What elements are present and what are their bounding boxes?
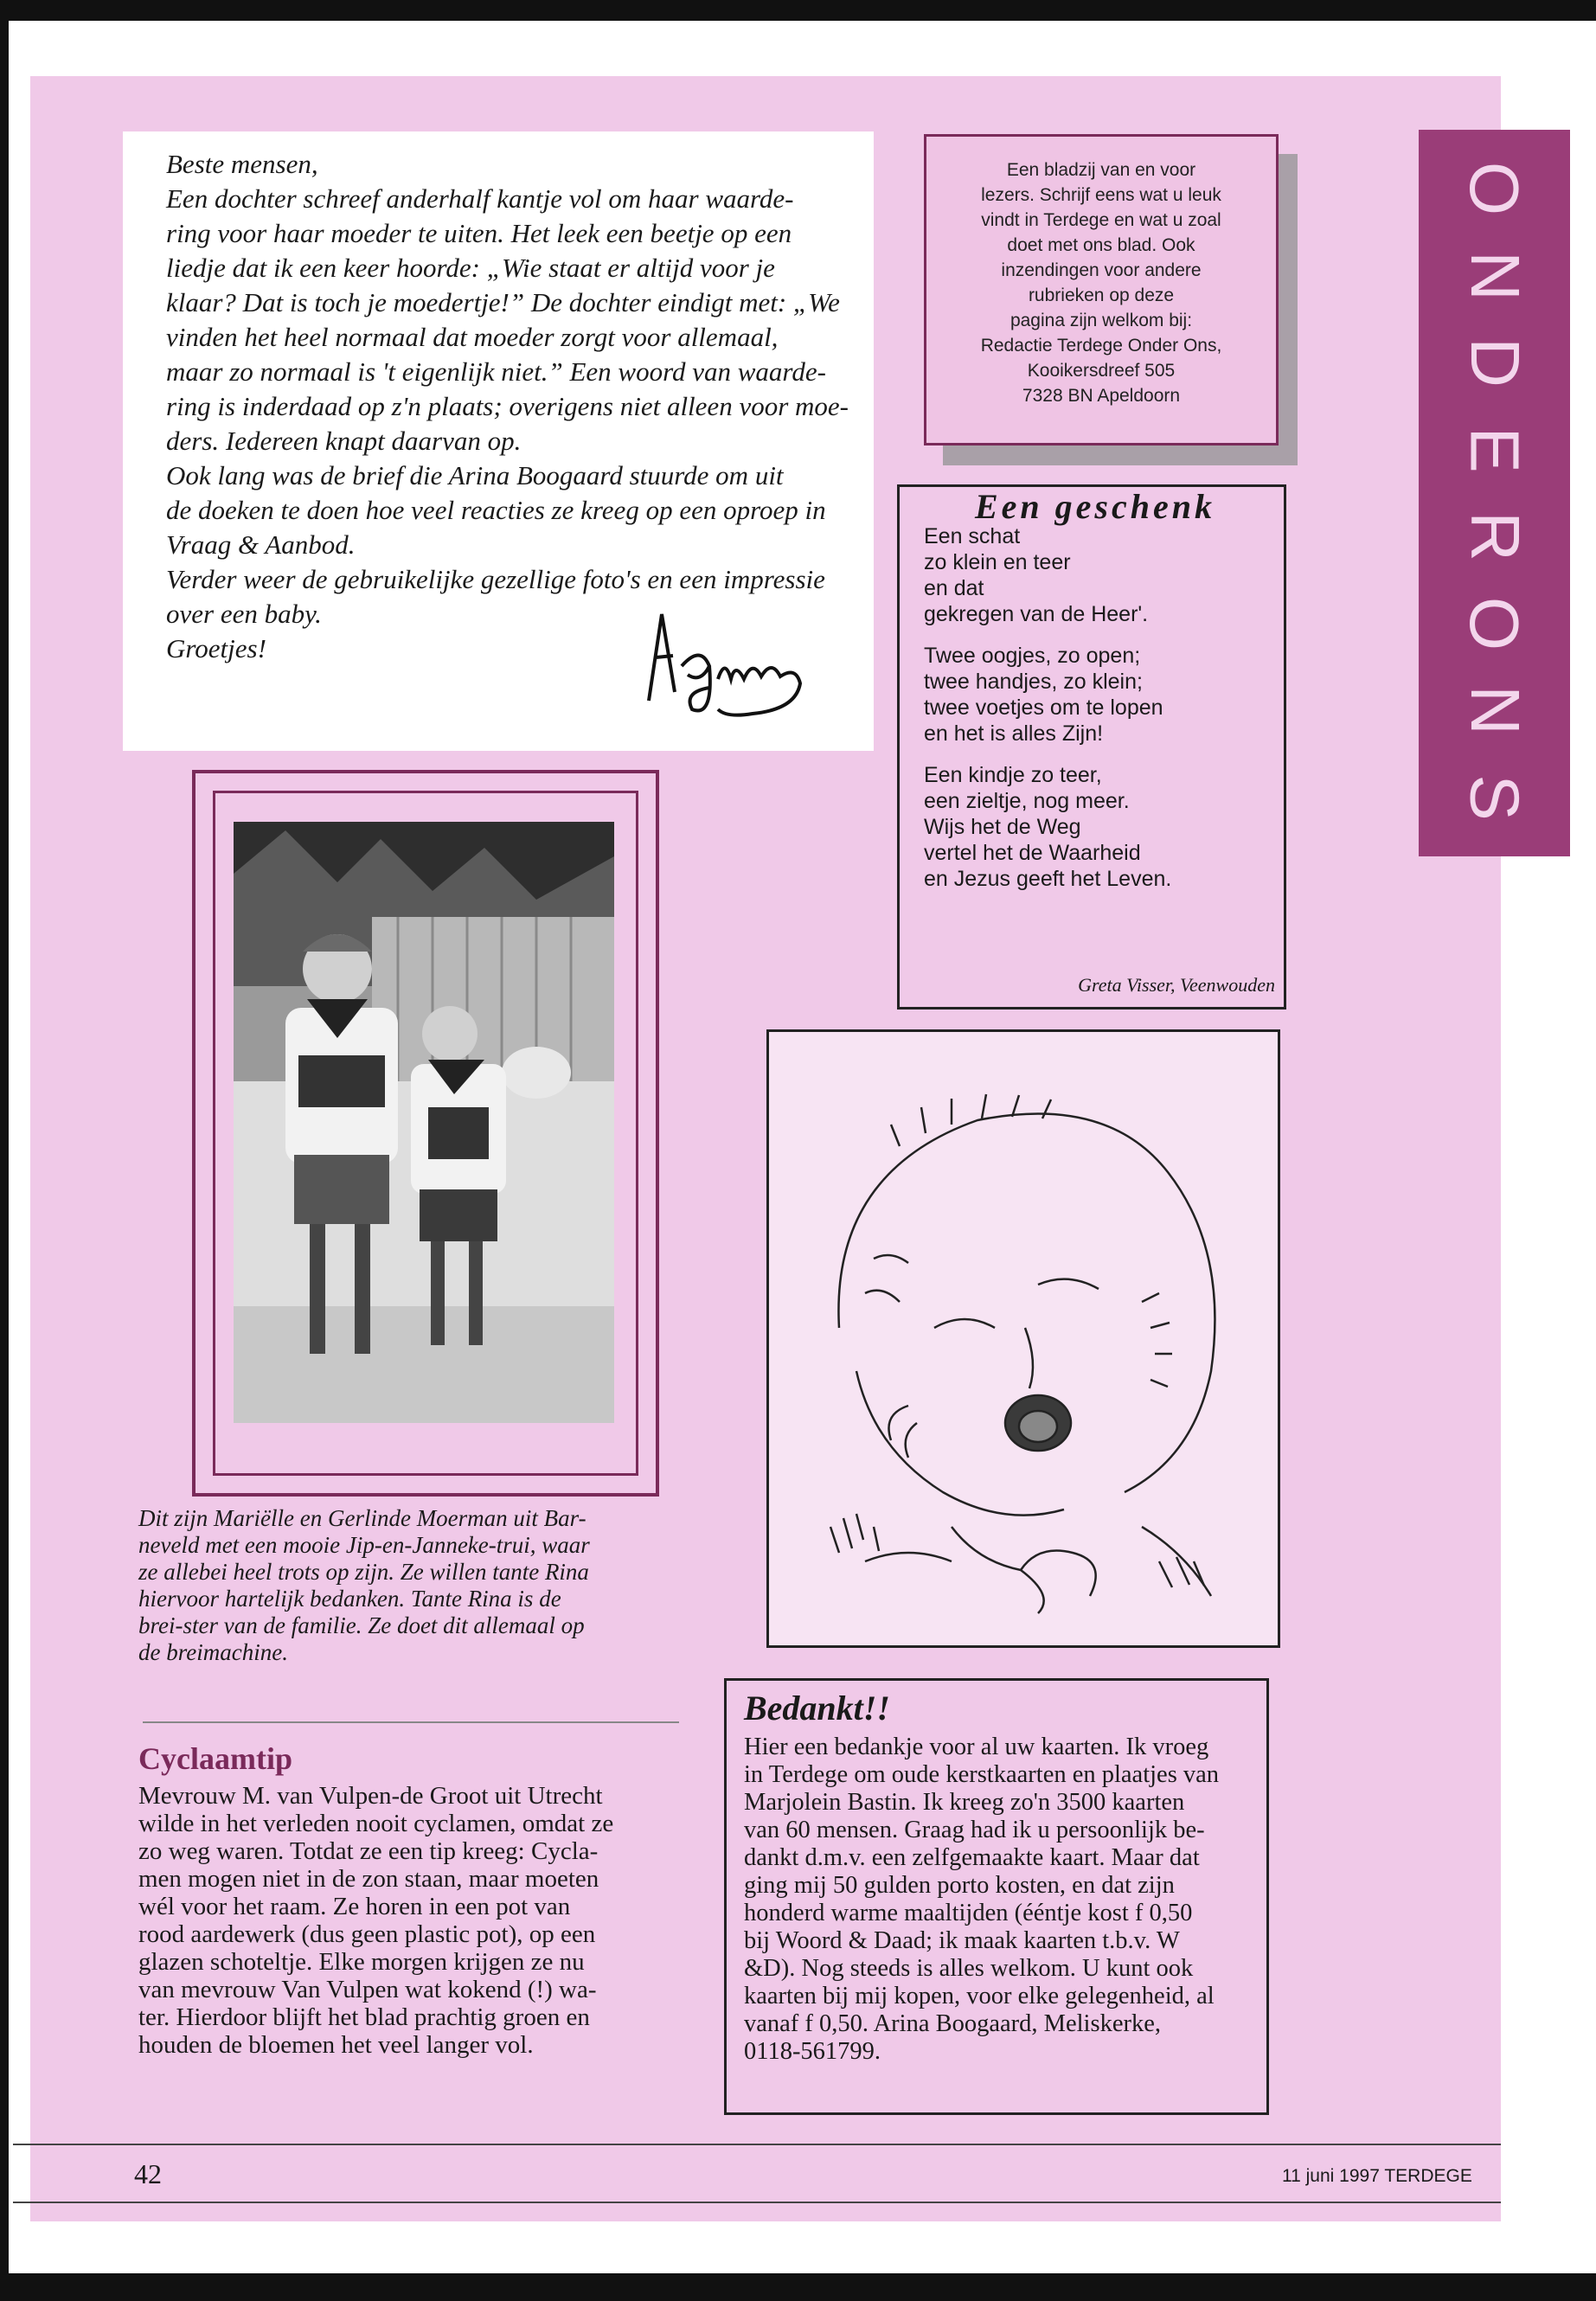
cyclaam-line: ter. Hierdoor blijft het blad prachtig groen en (138, 2003, 590, 2031)
section-title-letter: O (1456, 596, 1534, 651)
poem-line: Een kindje zo teer, (924, 763, 1102, 787)
poem-line: zo klein en teer (924, 550, 1071, 574)
intro-line: Beste mensen, (166, 149, 318, 179)
page-number: 42 (134, 2158, 162, 2189)
section-title-vertical (1419, 130, 1570, 856)
thanks-title: Bedankt!! (744, 1689, 890, 1727)
intro-line: de doeken te doen hoe veel reacties ze kreeg op een oproep in (166, 495, 826, 525)
info-line: Kooikersdreef 505 (1027, 361, 1176, 381)
intro-line: maar zo normaal is 't eigenlijk niet.” Een woord van waarde- (166, 356, 826, 387)
thanks-line: Hier een bedankje voor al uw kaarten. Ik vroeg (744, 1734, 1209, 1760)
cyclaam-line: glazen schoteltje. Elke morgen krijgen ze nu (138, 1948, 585, 1976)
poem-author: Greta Visser, Veenwouden (1078, 974, 1275, 996)
cyclaam-line: men mogen niet in de zon staan, maar moeten (138, 1865, 599, 1893)
intro-line: ders. Iedereen knapt daarvan op. (166, 426, 522, 456)
thanks-line: dankt d.m.v. een zelfgemaakte kaart. Maar dat (744, 1844, 1200, 1871)
cyclaam-line: zo weg waren. Totdat ze een tip kreeg: Cycla- (138, 1837, 599, 1865)
section-title-letter: S (1456, 774, 1534, 821)
editor-signature (623, 597, 830, 727)
poem-line: twee handjes, zo klein; (924, 670, 1143, 694)
intro-line: Ook lang was de brief die Arina Boogaard stuurde om uit (166, 460, 784, 490)
cyclaam-top-rule (143, 1721, 679, 1723)
cyclaam-text (138, 1782, 664, 2059)
caption-line: brei-ster van de familie. Ze doet dit allemaal op (138, 1612, 585, 1638)
poem-stanzas (924, 523, 1266, 892)
section-title-letter: D (1456, 337, 1534, 388)
poem-line: gekregen van de Heer'. (924, 602, 1149, 626)
thanks-line: van 60 mensen. Graag had ik u persoonlijk be- (744, 1817, 1205, 1843)
photo-caption (138, 1505, 683, 1666)
intro-line: ring voor haar moeder te uiten. Het leek een beetje op een (166, 218, 792, 248)
info-line: lezers. Schrijf eens wat u leuk (981, 185, 1221, 205)
poem-line: en dat (924, 576, 984, 600)
info-line: vindt in Terdege en wat u zoal (981, 210, 1221, 230)
footer-rule-bottom (13, 2202, 1501, 2203)
info-line: Redactie Terdege Onder Ons, (980, 336, 1222, 356)
intro-line: Verder weer de gebruikelijke gezellige foto's en een impressie (166, 564, 825, 594)
poem-line: Twee oogjes, zo open; (924, 644, 1141, 668)
intro-line: ring is inderdaad op z'n plaats; overigens niet alleen voor moe- (166, 391, 849, 421)
scan-top-border (0, 0, 1596, 21)
poem-line: en het is alles Zijn! (924, 721, 1104, 746)
footer-issue-date: 11 juni 1997 TERDEGE (1282, 2166, 1472, 2186)
intro-line: Vraag & Aanbod. (166, 529, 356, 560)
section-title-letter: E (1456, 426, 1534, 473)
info-line: pagina zijn welkom bij: (1010, 311, 1193, 330)
section-title-letter: N (1456, 685, 1534, 736)
section-title-letter: R (1456, 511, 1534, 562)
poem-stanza (924, 762, 1266, 892)
intro-line: liedje dat ik een keer hoorde: „Wie staat er altijd voor je (166, 253, 775, 283)
poem-line: een zieltje, nog meer. (924, 789, 1130, 813)
intro-line: vinden het heel normaal dat moeder zorgt voor allemaal, (166, 322, 779, 352)
poem-line: vertel het de Waarheid (924, 841, 1141, 865)
section-title-letter: O (1456, 161, 1534, 216)
thanks-text (744, 1734, 1266, 2066)
poem-stanza (924, 643, 1266, 747)
cyclaam-line: houden de bloemen het veel langer vol. (138, 2031, 534, 2059)
editor-intro-text (166, 147, 853, 666)
cyclaam-line: Mevrouw M. van Vulpen-de Groot uit Utrecht (138, 1782, 603, 1810)
caption-line: ze allebei heel trots op zijn. Ze willen tante Rina (138, 1559, 589, 1585)
intro-line: klaar? Dat is toch je moedertje!” De dochter eindigt met: „We (166, 287, 840, 317)
info-line: doet met ons blad. Ook (1007, 235, 1195, 255)
thanks-line: Marjolein Bastin. Ik kreeg zo'n 3500 kaarten (744, 1789, 1185, 1816)
poem-line: twee voetjes om te lopen (924, 695, 1163, 720)
intro-line: Een dochter schreef anderhalf kantje vol om haar waarde- (166, 183, 794, 214)
submission-info-box (924, 134, 1279, 445)
footer-rule-top (13, 2144, 1501, 2145)
cyclaam-line: rood aardewerk (dus geen plastic pot), op een (138, 1920, 596, 1948)
cyclaam-title: Cyclaamtip (138, 1741, 292, 1776)
cyclaam-line: van mevrouw Van Vulpen wat kokend (!) wa- (138, 1976, 597, 2003)
thanks-line: vanaf f 0,50. Arina Boogaard, Meliskerke, (744, 2010, 1161, 2037)
info-line: inzendingen voor andere (1001, 260, 1202, 280)
thanks-box (724, 1678, 1269, 2115)
thanks-line: ging mij 50 gulden porto kosten, en dat zijn (744, 1872, 1175, 1899)
poem-line: Een schat (924, 524, 1021, 548)
baby-yawning-drawing (779, 1042, 1268, 1635)
poem-line: Wijs het de Weg (924, 815, 1081, 839)
info-line: Een bladzij van en voor (1006, 160, 1196, 180)
poem-line: en Jezus geeft het Leven. (924, 867, 1172, 891)
scan-left-border (0, 21, 9, 2273)
poem-box (897, 484, 1286, 1009)
children-photo (234, 822, 614, 1423)
info-line: rubrieken op deze (1028, 285, 1175, 305)
poem-title: Een geschenk (975, 487, 1215, 526)
intro-line: Groetjes! (166, 633, 266, 663)
thanks-line: &D). Nog steeds is alles welkom. U kunt ook (744, 1955, 1194, 1982)
thanks-line: kaarten bij mij kopen, voor elke gelegenheid, al (744, 1983, 1215, 2009)
caption-line: Dit zijn Mariëlle en Gerlinde Moerman uit Bar- (138, 1505, 586, 1531)
thanks-line: 0118-561799. (744, 2038, 881, 2065)
thanks-line: honderd warme maaltijden (ééntje kost f 0,50 (744, 1900, 1193, 1926)
caption-line: de breimachine. (138, 1639, 288, 1665)
info-line: 7328 BN Apeldoorn (1022, 386, 1181, 406)
thanks-line: bij Woord & Daad; ik maak kaarten t.b.v. W (744, 1927, 1180, 1954)
cyclaam-line: wél voor het raam. Ze horen in een pot van (138, 1893, 571, 1920)
cyclaam-line: wilde in het verleden nooit cyclamen, omdat ze (138, 1810, 614, 1837)
caption-line: hiervoor hartelijk bedanken. Tante Rina is de (138, 1586, 561, 1612)
intro-line: over een baby. (166, 599, 322, 629)
scan-bottom-border (0, 2273, 1596, 2301)
section-title-letter: N (1456, 250, 1534, 301)
thanks-line: in Terdege om oude kerstkaarten en plaatjes van (744, 1761, 1220, 1788)
caption-line: neveld met een mooie Jip-en-Janneke-trui, waar (138, 1532, 590, 1558)
poem-stanza (924, 523, 1266, 627)
